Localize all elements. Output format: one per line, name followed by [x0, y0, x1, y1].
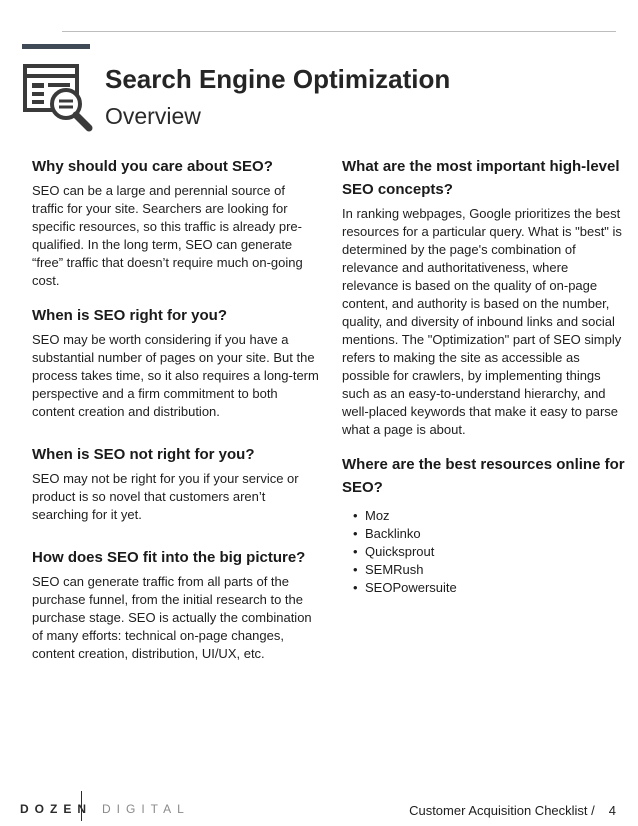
- section-question: Why should you care about SEO?: [32, 158, 273, 175]
- page-number: 4: [608, 803, 616, 818]
- section-question: Where are the best resources online for SEO?: [342, 456, 625, 496]
- section-question: When is SEO not right for you?: [32, 446, 255, 463]
- resource-list: [342, 507, 628, 597]
- section-answer: SEO may not be right for you if your service or product is so novel that customers aren’t searching for it yet.: [32, 471, 299, 522]
- section-when-not-right: [32, 443, 320, 524]
- footer-doc-title: Customer Acquisition Checklist /: [409, 803, 595, 818]
- section-key-concepts: [342, 155, 628, 439]
- list-item: • Moz: [353, 508, 390, 523]
- list-item: • Quicksprout: [353, 544, 435, 559]
- resource-name: SEOPowersuite: [365, 580, 457, 595]
- page-title: Search Engine Optimization: [105, 64, 451, 94]
- list-item: • SEMRush: [353, 562, 424, 577]
- section-answer: In ranking webpages, Google prioritizes the best resources for a particular query. What is "best" is determined by the page's combination of relevance and authoritativeness, where relevance is based on the quality of on-page content, and authority is based on the number, quality, and diversity of inbound links and social mentions. The "Optimization" part of SEO simply refers to making the site as accessible as possible for crawlers, by implementing things such as an easy-to-understand hierarchy, and well-placed keywords that make it easy to parse what a page is about.: [342, 206, 622, 437]
- left-column: [32, 155, 320, 663]
- footer-doc-info: [409, 803, 616, 818]
- section-best-resources: [342, 453, 628, 597]
- section-why-care: [32, 155, 320, 290]
- seo-browser-magnifier-icon: [22, 63, 94, 133]
- section-question: What are the most important high-level SEO concepts?: [342, 158, 620, 198]
- section-big-picture: [32, 546, 320, 663]
- section-question: How does SEO fit into the big picture?: [32, 549, 306, 566]
- section-question: When is SEO right for you?: [32, 307, 227, 324]
- section-when-right: [32, 304, 320, 421]
- list-item: • Backlinko: [353, 526, 421, 541]
- resource-name: SEMRush: [365, 562, 424, 577]
- section-answer: SEO can generate traffic from all parts of the purchase funnel, from the initial research to the purchase stage. SEO is actually the combination of many efforts: technical on-page changes, content creation, distribution, UI/UX, etc.: [32, 574, 312, 661]
- right-column: [342, 155, 628, 597]
- page-footer: [0, 766, 638, 826]
- resource-name: Backlinko: [365, 526, 421, 541]
- section-answer: SEO may be worth considering if you have a substantial number of pages on your site. But the process takes time, so it also requires a long-term perspective and a firm commitment to both content creation and distribution.: [32, 332, 319, 419]
- brand-logo: [20, 802, 190, 816]
- resource-name: Moz: [365, 508, 390, 523]
- section-answer: SEO can be a large and perennial source of traffic for your site. Searchers are looking for specific resources, so this traffic is already pre-qualified. In the long term, SEO can generate “free” traffic that doesn’t require much on-going cost.: [32, 183, 303, 288]
- page-subtitle: Overview: [105, 103, 201, 129]
- accent-bar: [22, 44, 90, 49]
- brand-light: DIGITAL: [102, 802, 190, 816]
- brand-bold: DOZEN: [20, 802, 92, 816]
- top-rule: [62, 31, 616, 32]
- resource-name: Quicksprout: [365, 544, 435, 559]
- list-item: • SEOPowersuite: [353, 580, 457, 595]
